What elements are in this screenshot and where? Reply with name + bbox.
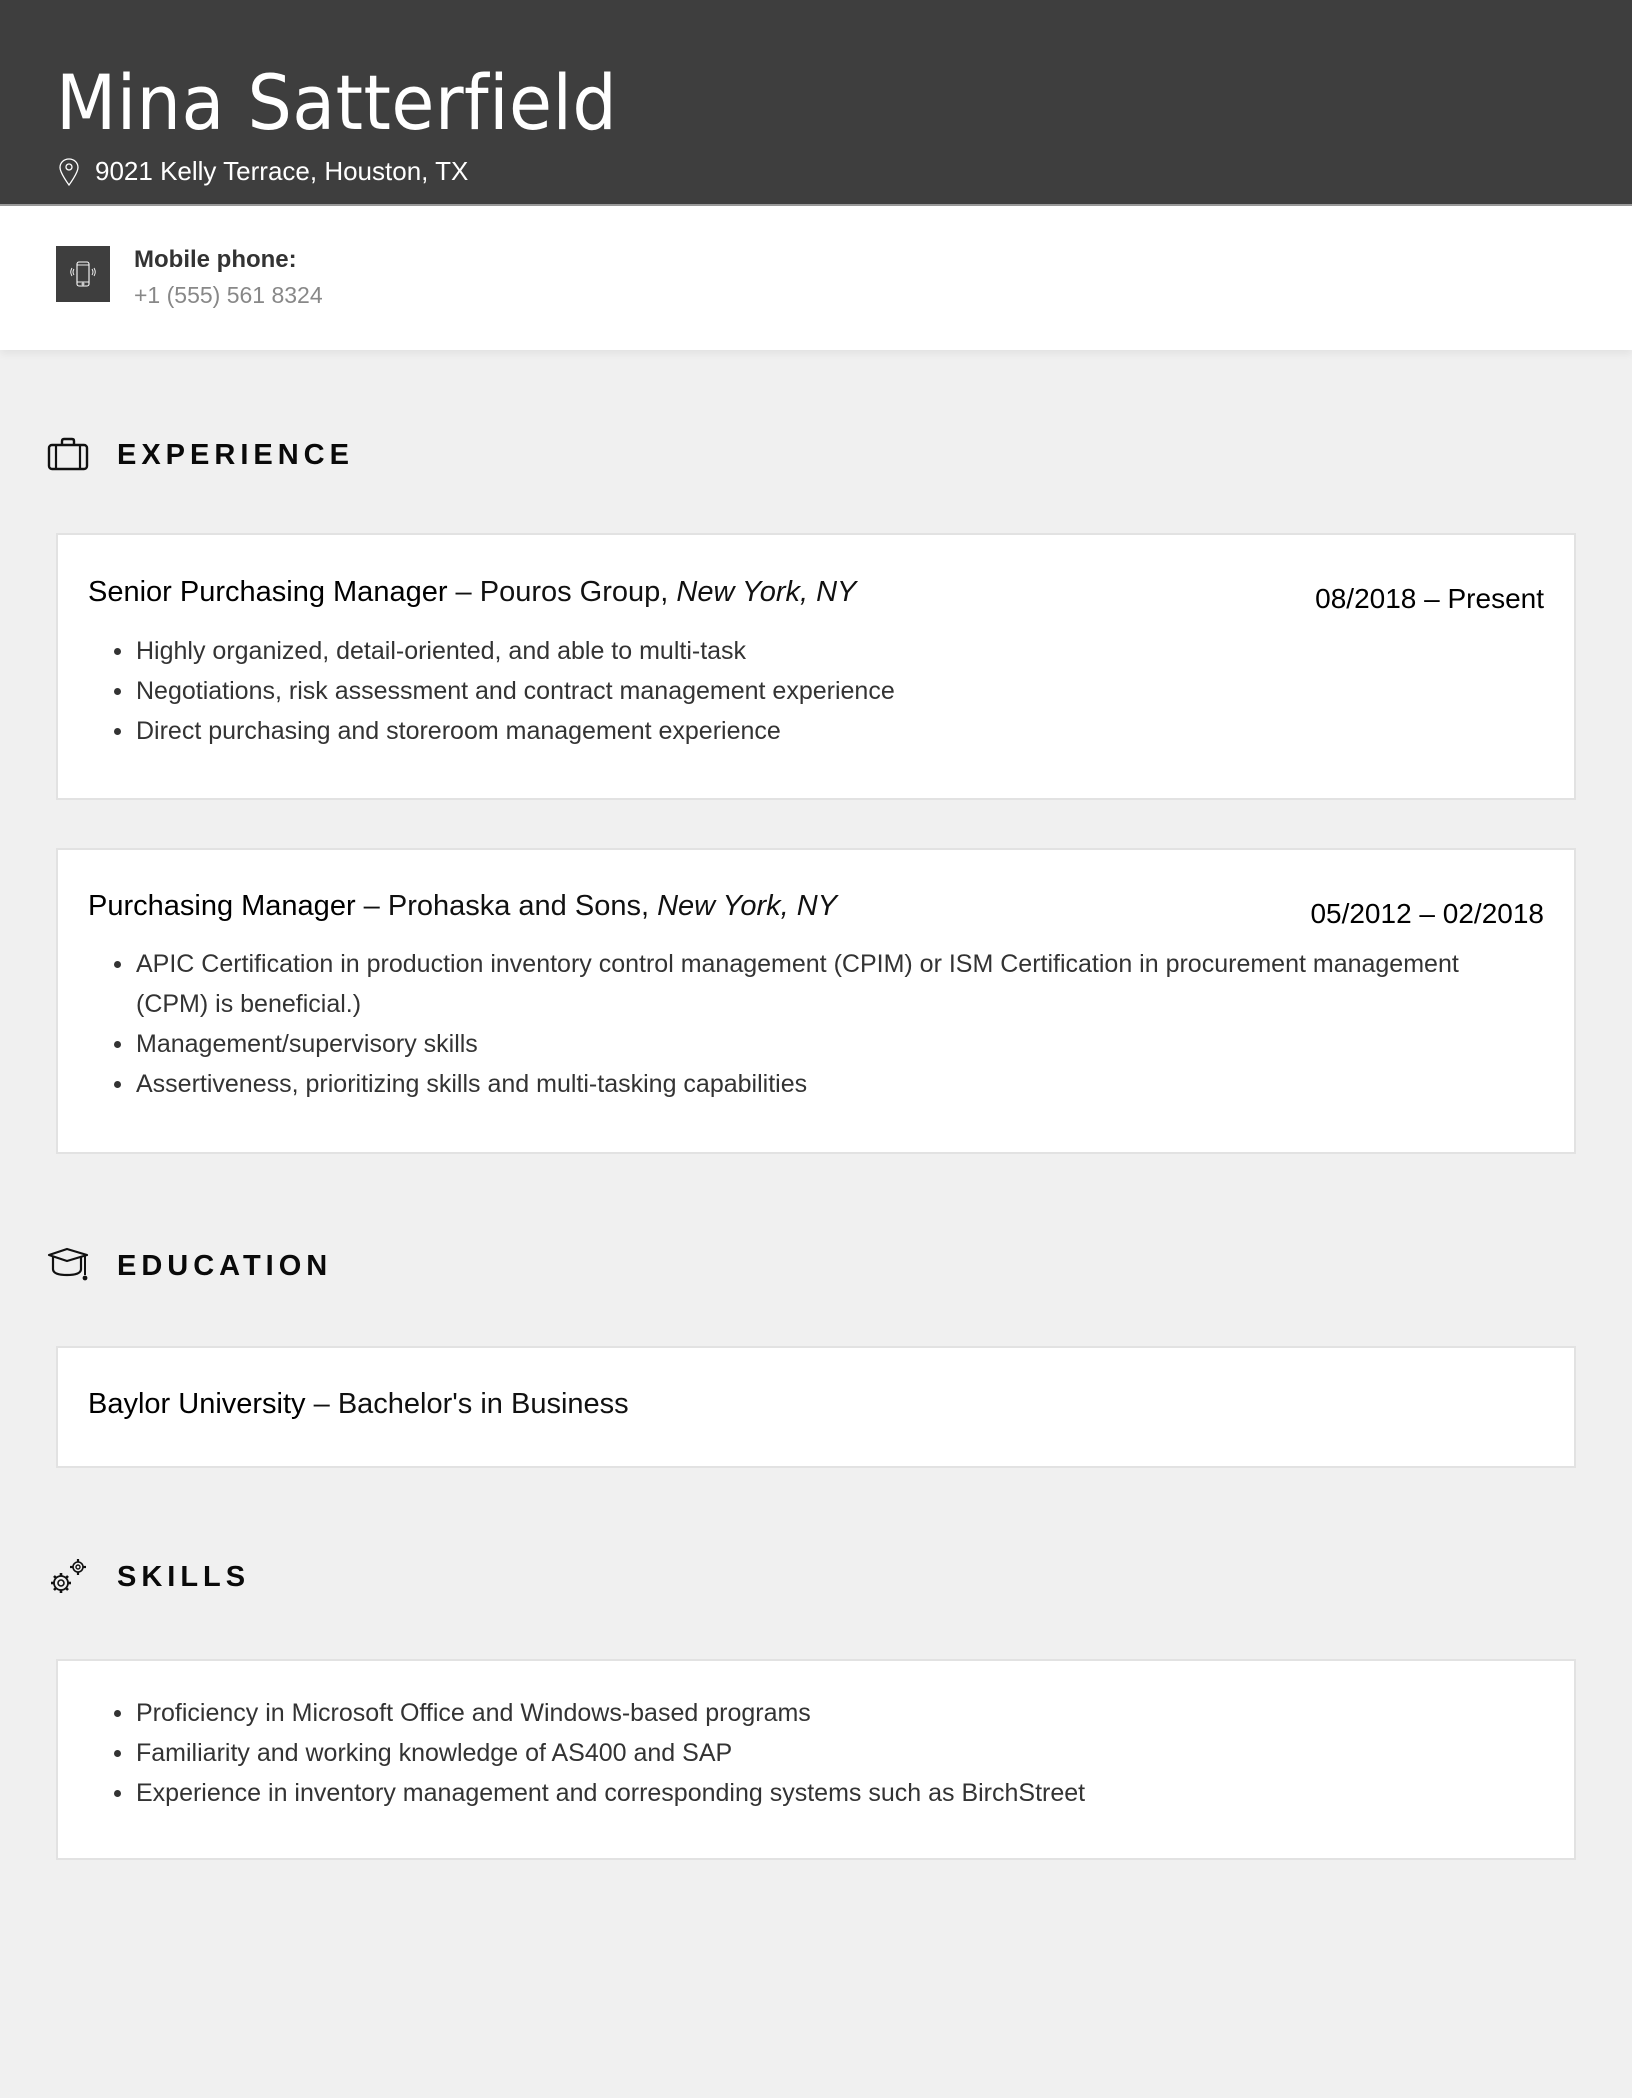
briefcase-icon: [47, 434, 89, 476]
job-dates: 05/2012 – 02/2018: [1310, 898, 1544, 929]
job-bullets: [136, 631, 1514, 751]
job-separator: –: [355, 890, 388, 922]
education-entry: [88, 1388, 629, 1421]
experience-card: [56, 848, 1576, 1154]
list-item: Negotiations, risk assessment and contract management experience: [136, 671, 1514, 711]
job-separator: –: [447, 576, 480, 608]
experience-card: [56, 533, 1576, 800]
skills-section-header: [47, 1556, 250, 1598]
contact-bar: [0, 206, 1632, 350]
skills-card: [56, 1659, 1576, 1860]
phone-icon-box: [56, 246, 110, 302]
experience-section-header: [47, 434, 354, 476]
phone-number[interactable]: +1 (555) 561 8324: [134, 282, 323, 308]
job-heading: [88, 890, 837, 923]
candidate-name: Mina Satterfield: [56, 58, 618, 147]
job-bullets: [136, 944, 1514, 1104]
list-item: Assertiveness, prioritizing skills and multi-tasking capabilities: [136, 1064, 1514, 1104]
education-section-header: [47, 1245, 332, 1287]
job-heading: [88, 576, 856, 609]
job-dates: 08/2018 – Present: [1315, 583, 1544, 614]
experience-title: EXPERIENCE: [117, 438, 354, 471]
map-pin-icon: [57, 157, 81, 187]
list-item: Direct purchasing and storeroom management experience: [136, 711, 1514, 751]
skills-list: [136, 1693, 1514, 1813]
mobile-phone-icon: [65, 256, 101, 292]
job-title: Senior Purchasing Manager: [88, 576, 448, 608]
graduation-cap-icon: [47, 1245, 89, 1287]
job-company: Prohaska and Sons,: [387, 890, 650, 922]
degree: Bachelor's in Business: [337, 1388, 629, 1420]
list-item: Familiarity and working knowledge of AS400 and SAP: [136, 1733, 1514, 1773]
education-separator: –: [305, 1388, 338, 1420]
skills-title: SKILLS: [117, 1560, 251, 1593]
gears-icon: [47, 1556, 89, 1598]
list-item: Proficiency in Microsoft Office and Windows-based programs: [136, 1693, 1514, 1733]
job-location: New York, NY: [676, 576, 857, 608]
school-name: Baylor University: [88, 1388, 306, 1420]
education-card: [56, 1346, 1576, 1468]
list-item: Highly organized, detail-oriented, and able to multi-task: [136, 631, 1514, 671]
job-location: New York, NY: [657, 890, 838, 922]
job-title: Purchasing Manager: [88, 890, 356, 922]
phone-label: Mobile phone:: [134, 246, 297, 273]
list-item: APIC Certification in production inventory control management (CPIM) or ISM Certification in procurement management (CPM) is beneficial.): [136, 944, 1514, 1024]
resume-header: [0, 0, 1632, 206]
job-company: Pouros Group,: [479, 576, 669, 608]
address-line: [57, 156, 468, 187]
list-item: Management/supervisory skills: [136, 1024, 1514, 1064]
address-text: 9021 Kelly Terrace, Houston, TX: [95, 156, 469, 186]
list-item: Experience in inventory management and corresponding systems such as BirchStreet: [136, 1773, 1514, 1813]
education-title: EDUCATION: [117, 1249, 333, 1282]
